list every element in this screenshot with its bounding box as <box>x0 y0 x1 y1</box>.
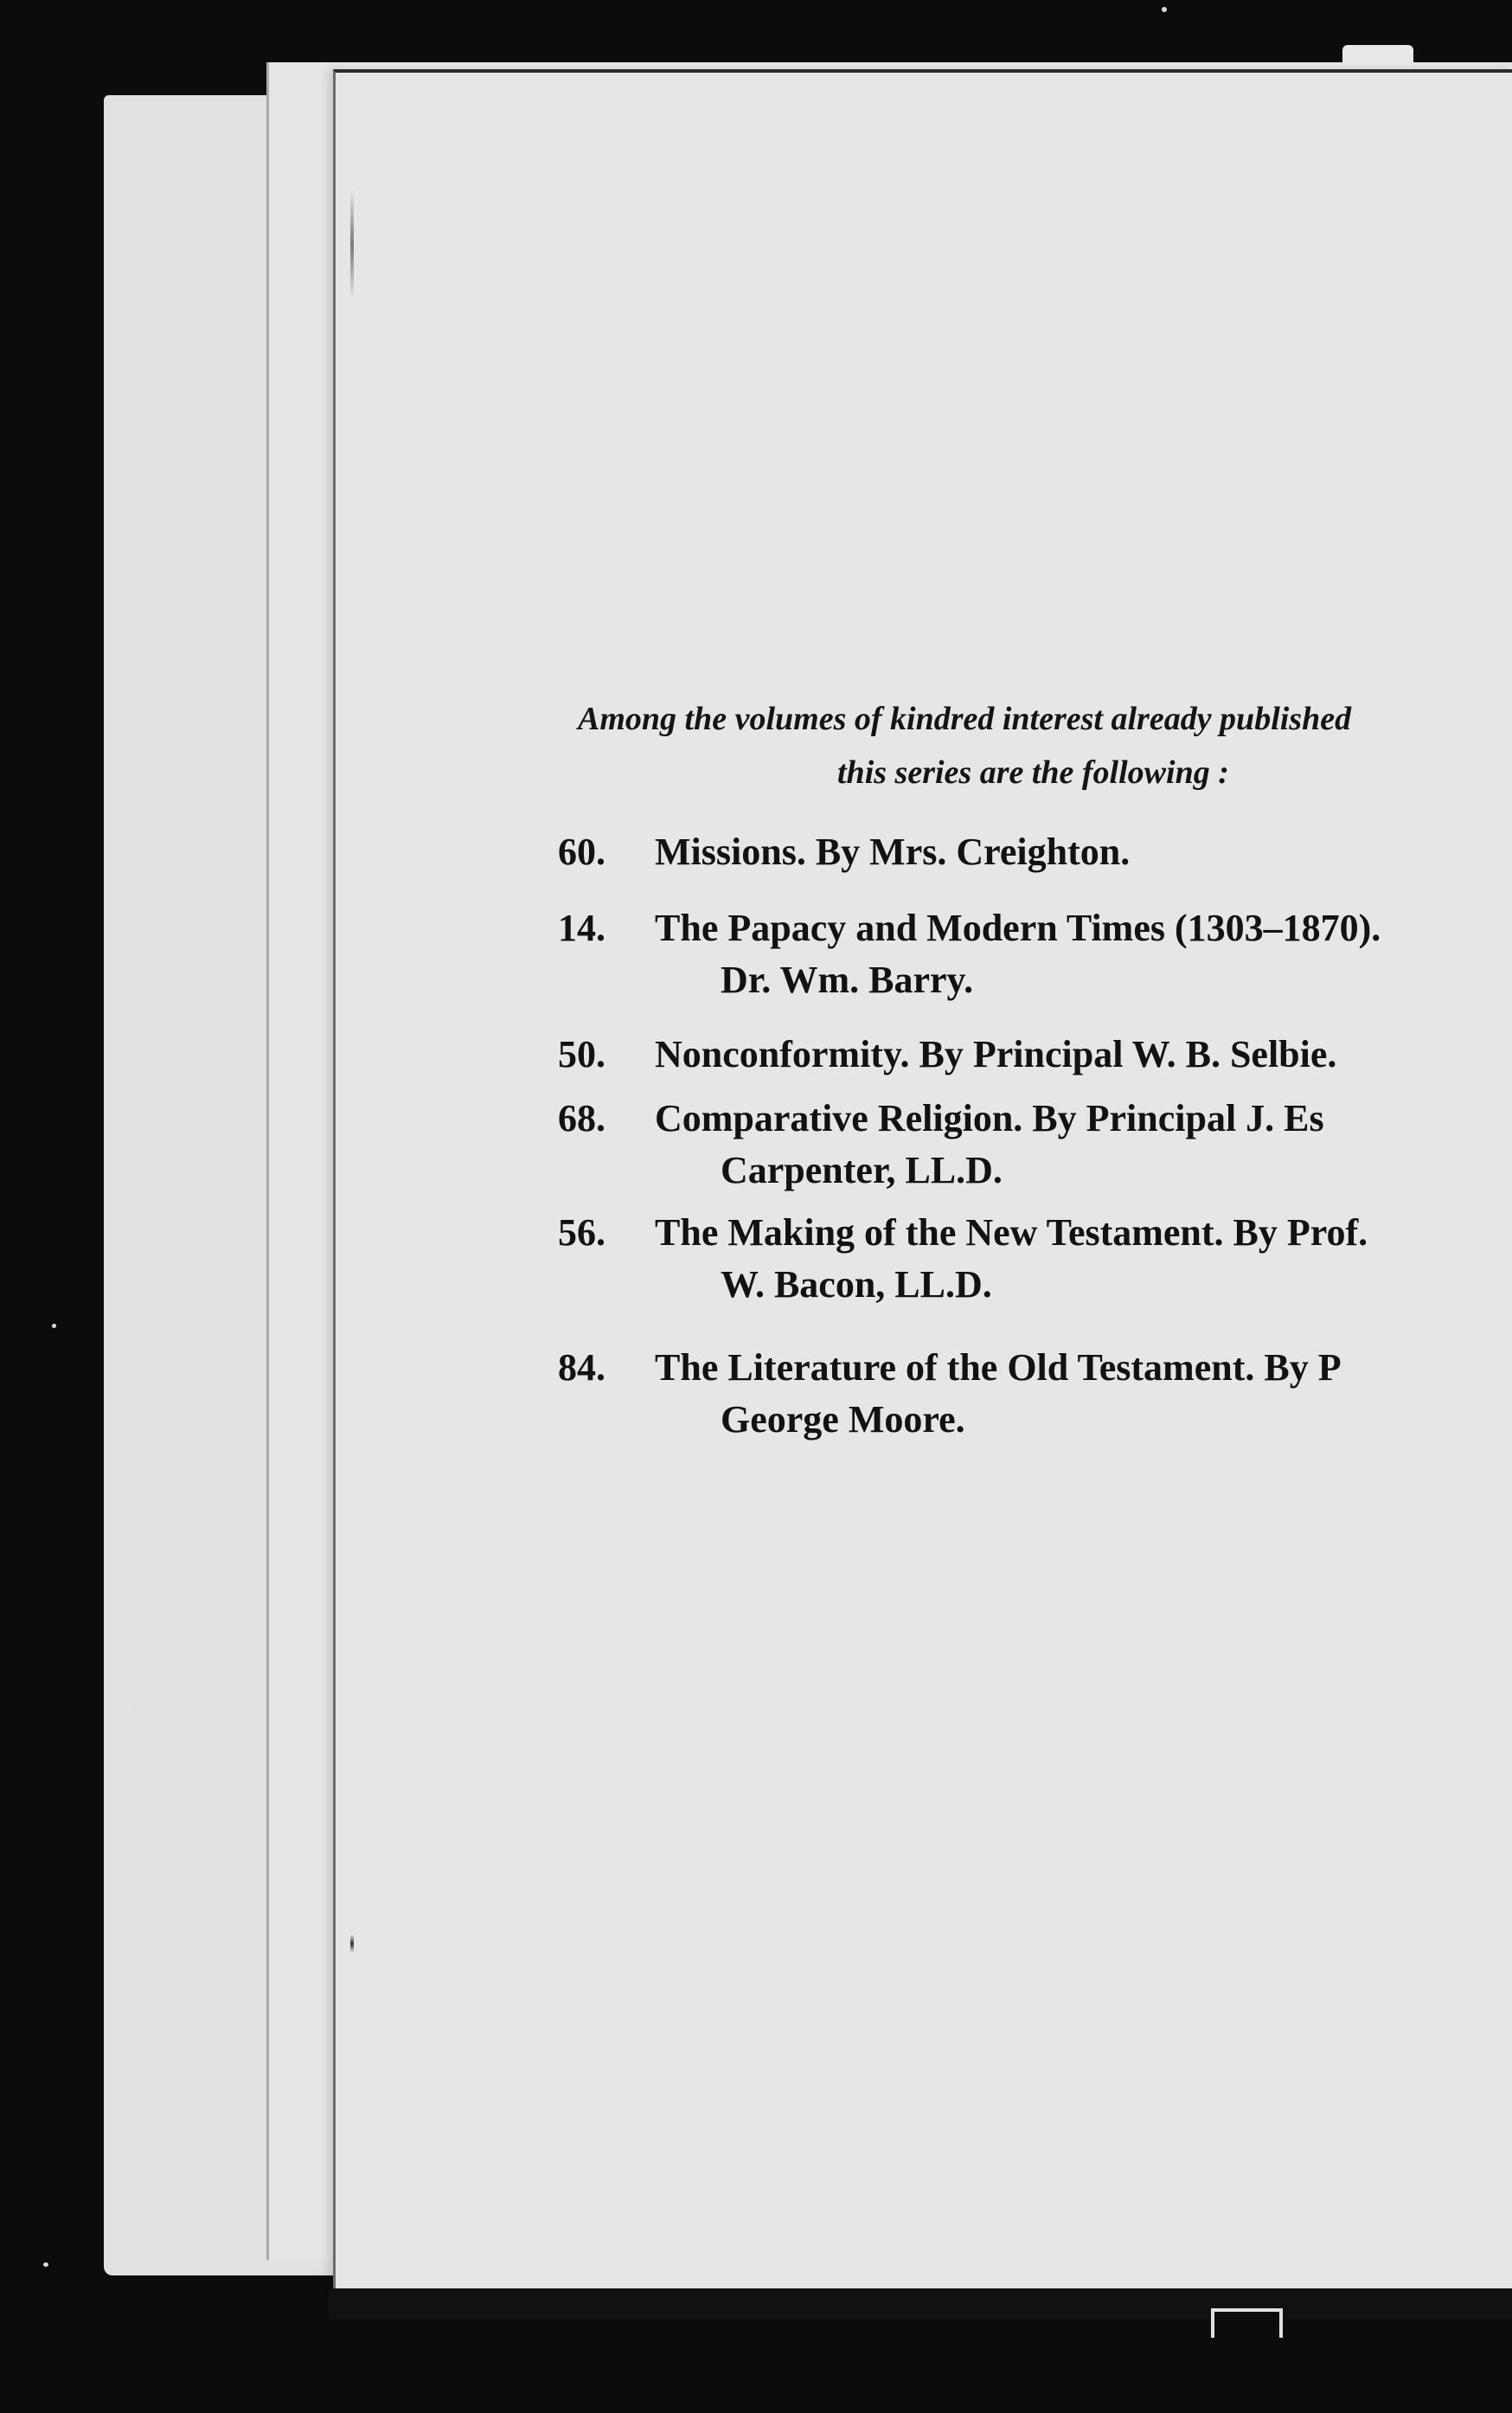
bottom-shadow-strip <box>329 2288 1512 2320</box>
book-title-continuation: George Moore. <box>721 1398 965 1441</box>
book-entry <box>558 902 1512 1006</box>
book-entry <box>558 1029 1512 1081</box>
book-title-continuation: Dr. Wm. Barry. <box>721 959 974 1001</box>
dust-speck <box>1162 7 1167 12</box>
book-title: Comparative Religion. By Principal J. Es <box>655 1097 1324 1139</box>
book-title: Missions. By Mrs. Creighton. <box>655 831 1131 873</box>
book-title: The Making of the New Testament. By Prof. <box>655 1211 1368 1254</box>
book-number: 14. <box>558 907 605 949</box>
book-number: 84. <box>558 1346 605 1389</box>
book-title: Nonconformity. By Principal W. B. Selbie. <box>655 1033 1337 1075</box>
book-number: 56. <box>558 1211 605 1254</box>
book-title-continuation: W. Bacon, LL.D. <box>721 1263 992 1306</box>
book-title-continuation: Carpenter, LL.D. <box>721 1149 1003 1191</box>
bottom-page-tab <box>1211 2308 1283 2338</box>
dust-speck <box>52 1324 56 1328</box>
intro-line-1: Among the volumes of kindred interest already published <box>578 701 1352 737</box>
book-list <box>558 826 1512 1479</box>
dust-speck <box>43 2262 48 2267</box>
book-entry <box>558 1342 1512 1446</box>
book-entry <box>558 826 1512 878</box>
book-number: 50. <box>558 1033 605 1075</box>
page-fold-marks <box>350 190 354 2007</box>
intro-text <box>578 692 1512 799</box>
intro-line-2: this series are the following : <box>837 754 1229 791</box>
book-number: 68. <box>558 1097 605 1139</box>
book-number: 60. <box>558 831 605 873</box>
book-entry <box>558 1207 1512 1311</box>
book-title: The Papacy and Modern Times (1303–1870). <box>655 907 1381 949</box>
book-title: The Literature of the Old Testament. By P <box>655 1346 1342 1389</box>
book-entry <box>558 1093 1512 1197</box>
dust-speck <box>134 1709 138 1713</box>
